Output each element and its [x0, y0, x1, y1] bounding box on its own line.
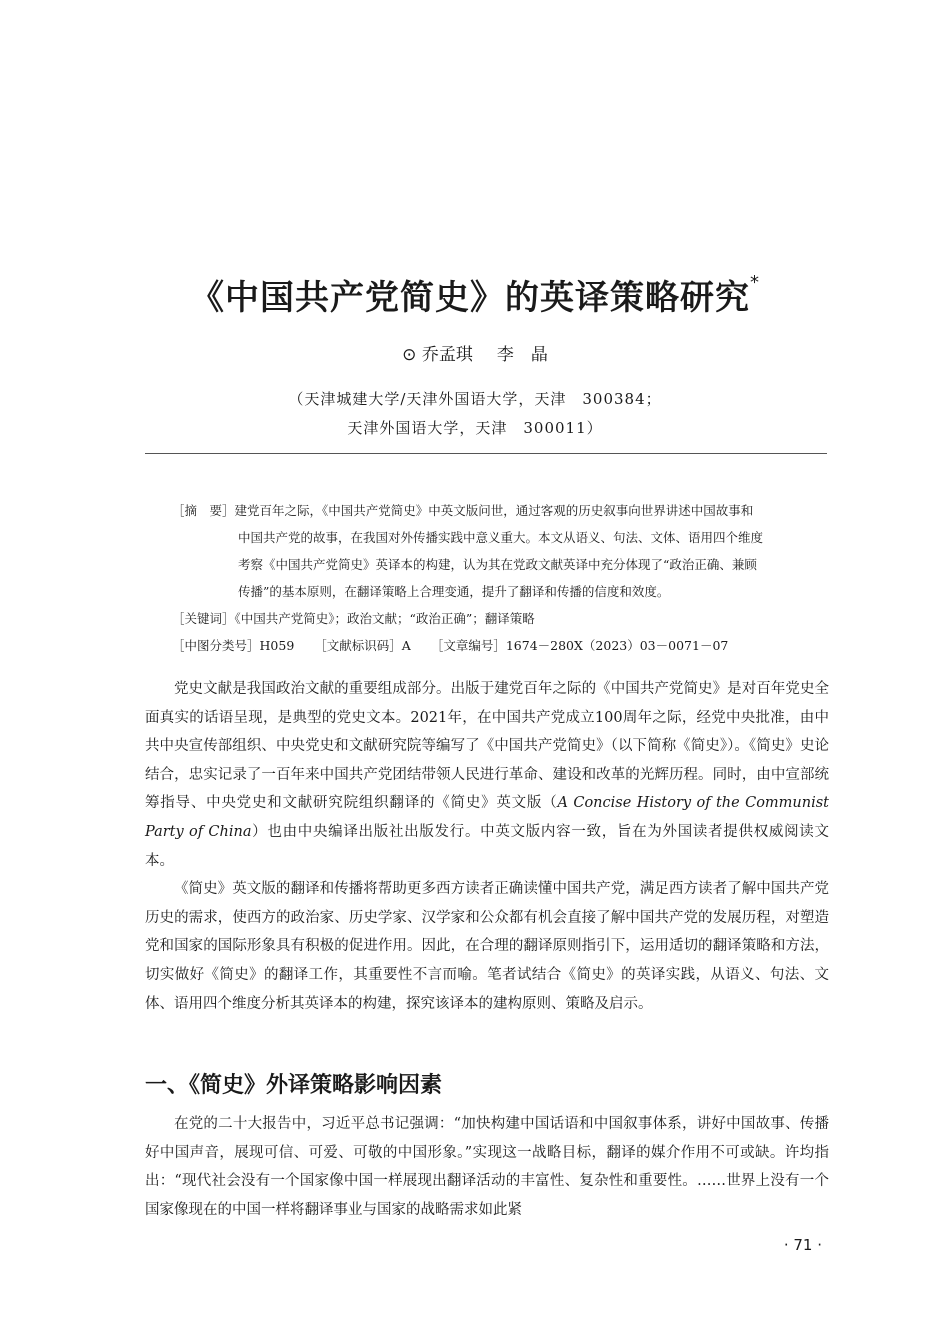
affiliation-line: （天津城建大学/天津外国语大学，天津 300384；	[288, 390, 662, 408]
page-number: · 71 ·	[783, 1236, 822, 1254]
header-divider	[145, 453, 827, 454]
keywords-line	[172, 605, 832, 632]
paragraph: 在党的二十大报告中，习近平总书记强调：“加快构建中国话语和中国叙事体系，讲好中国故事、传播好中国声音，展现可信、可爱、可敬的中国形象。”实现这一战略目标，翻译的媒介作用不可或缺。许均指出：“现代社会没有一个国家像中国一样展现出翻译活动的丰富性、复杂性和重要性。……世界上没有一个国家像现在的中国一样将翻译事业与国家的战略需求如此紧	[145, 1116, 829, 1218]
abstract-block	[172, 497, 832, 659]
body-text-section-1	[145, 1110, 829, 1224]
abstract-line	[172, 497, 832, 524]
affiliation	[0, 385, 950, 443]
author-name: 乔孟琪	[421, 345, 473, 365]
clc-value: H059	[259, 638, 295, 653]
abstract-line: 考察《中国共产党简史》英译本的构建，认为其在党政文献英译中充分体现了“政治正确、兼顾	[238, 557, 757, 572]
doccode-label: ［文献标识码］	[314, 638, 402, 653]
classification-line	[172, 632, 832, 659]
author-symbol: ⊙	[402, 345, 417, 365]
author-line	[0, 340, 950, 365]
paragraph-text: ）也由中央编译出版社出版发行。中英文版内容一致，旨在为外国读者提供权威阅读文本。	[145, 823, 829, 869]
doccode-value: A	[401, 638, 411, 653]
title-footnote-mark: *	[750, 272, 760, 293]
paragraph	[145, 675, 829, 875]
affiliation-line: 天津外国语大学，天津 300011）	[347, 419, 603, 437]
clc-label: ［中图分类号］	[172, 638, 260, 653]
english-book-title: A Concise History of the Communist Party of China	[145, 795, 829, 840]
abstract-label: ［摘 要］	[172, 503, 235, 518]
abstract-line: 传播”的基本原则，在翻译策略上合理变通，提升了翻译和传播的信度和效度。	[238, 584, 670, 599]
articleno-label: ［文章编号］	[430, 638, 506, 653]
keywords-text: 《中国共产党简史》；政治文献；“政治正确”；翻译策略	[234, 611, 535, 626]
author-name: 李 晶	[496, 345, 548, 365]
paragraph: 《简史》英文版的翻译和传播将帮助更多西方读者正确读懂中国共产党，满足西方读者了解中国共产党历史的需求，使西方的政治家、历史学家、汉学家和公众都有机会直接了解中国共产党的发展历程，对塑造党和国家的国际形象具有积极的促进作用。因此，在合理的翻译原则指引下，运用适切的翻译策略和方法，切实做好《简史》的翻译工作，其重要性不言而喻。笔者试结合《简史》的英译实践，从语义、句法、文体、语用四个维度分析其英译本的构建，探究该译本的建构原则、策略及启示。	[145, 881, 829, 1012]
paragraph-text: 党史文献是我国政治文献的重要组成部分。出版于建党百年之际的《中国共产党简史》是对百年党史全面真实的话语呈现，是典型的党史文本。2021年，在中国共产党成立100周年之际，经党中央批准，由中共中央宣传部组织、中央党史和文献研究院等编写了《中国共产党简史》（以下简称《简史》）。《简史》史论结合，忠实记录了一百年来中国共产党团结带领人民进行革命、建设和改革的光辉历程。同时，由中宣部统筹指导、中央党史和文献研究院组织翻译的《简史》英文版（	[145, 681, 829, 812]
abstract-line: 中国共产党的故事，在我国对外传播实践中意义重大。本文从语义、句法、文体、语用四个维度	[238, 530, 764, 545]
articleno-value: 1674－280X（2023）03－0071－07	[505, 638, 729, 653]
body-text-intro	[145, 675, 829, 1018]
article-title	[0, 270, 950, 319]
section-heading: 一、《简史》外译策略影响因素	[145, 1073, 443, 1098]
keywords-label: ［关键词］	[172, 611, 235, 626]
abstract-text: 建党百年之际，《中国共产党简史》中英文版问世，通过客观的历史叙事向世界讲述中国故事和	[234, 503, 754, 518]
article-title-text: 《中国共产党简史》的英译策略研究	[190, 278, 750, 318]
